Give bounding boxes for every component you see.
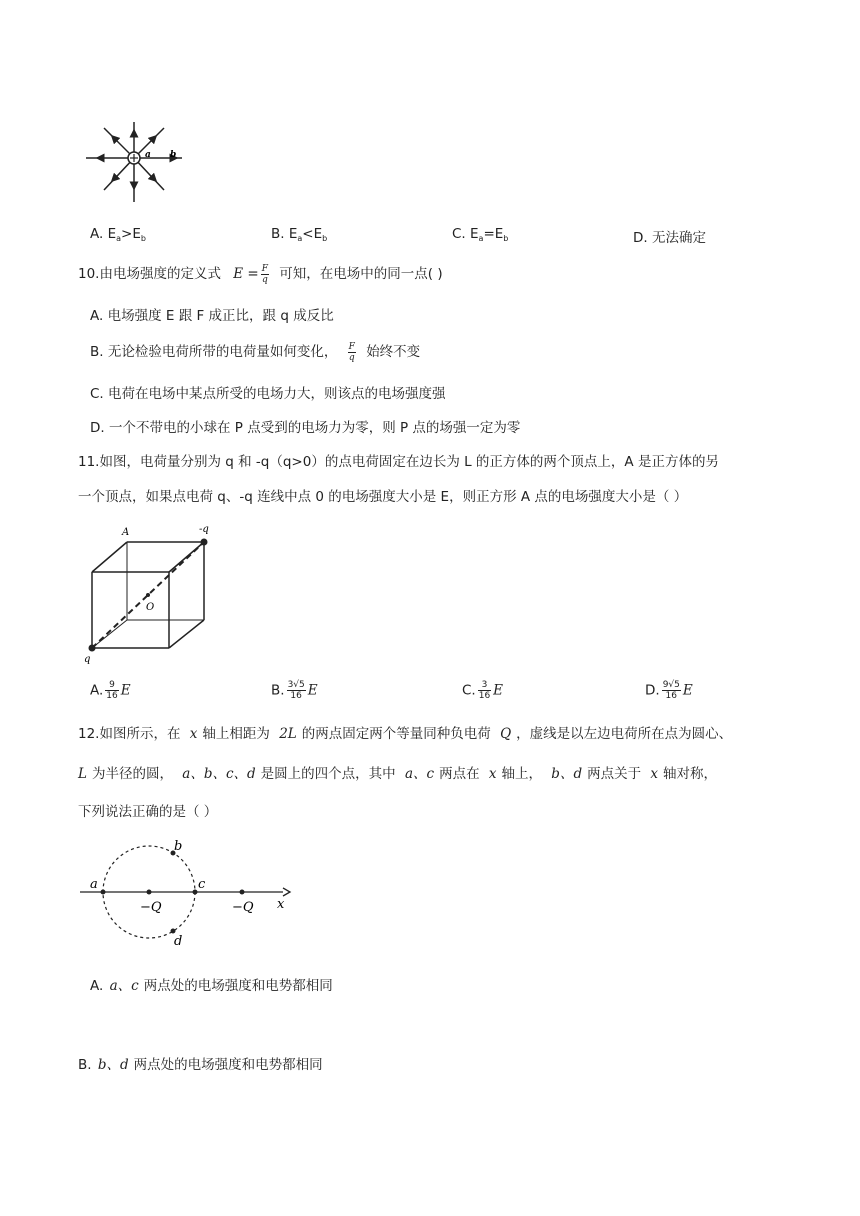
q11-cube-figure (82, 520, 222, 665)
q10-stem: 10.由电场强度的定义式 E = $\frac{F}{q}$ 可知，在电场中的同一点( ) (78, 263, 443, 285)
q10-option-c: C. 电荷在电场中某点所受的电场力大，则该点的电场强度强 (90, 386, 446, 402)
vertex-A-label: A (122, 527, 130, 538)
q11-option-a: A. $\frac{9}{16}$ E (90, 680, 131, 701)
point-a-label: a (90, 877, 98, 892)
q12-option-b: B. b、d 两点处的电场强度和电势都相同 (78, 1057, 323, 1073)
q10-option-b: B. 无论检验电荷所带的电荷量如何变化， $\frac{F}{q}$ 始终不变 (90, 341, 421, 363)
neg-q-label: -q (199, 524, 209, 535)
q9-option-a: A. $E_a>E_b$ (90, 226, 146, 243)
point-a-label: a (145, 150, 151, 160)
q11-stem-line1: 11.如图，电荷量分别为 q 和 -q（q>0）的点电荷固定在边长为 L 的正方体的两个顶点上，A 是正方体的另 (78, 454, 719, 470)
q12-option-a: A. a、c 两点处的电场强度和电势都相同 (90, 978, 333, 994)
point-d-label: d (174, 934, 183, 949)
q-label: q (84, 654, 91, 665)
point-b-label: b (174, 839, 183, 854)
q9-field-figure (82, 120, 192, 204)
q11-stem-line2: 一个顶点，如果点电荷 q、-q 连线中点 0 的电场强度大小是 E，则正方形 A 点的电场强度大小是（ ） (78, 489, 688, 505)
q12-stem-line3: 下列说法正确的是（ ） (78, 804, 218, 820)
q12-stem-line2: L 为半径的圆， a、b、c、d 是圆上的四个点，其中 a、c 两点在 x 轴上， b、d 两点关于 x 轴对称， (78, 766, 718, 782)
q9-option-b: B. $E_a<E_b$ (271, 226, 328, 243)
point-b-label: b (170, 150, 177, 160)
q11-option-d: D. $\frac{9√5}{16}$ E (645, 680, 693, 701)
midpoint-O-label: O (146, 602, 155, 613)
q12-stem-line1: 12.如图所示，在 x 轴上相距为 2L 的两点固定两个等量同种负电荷 Q ，虚线是以左边电荷所在点为圆心、 (78, 726, 733, 742)
point-c-label: c (198, 877, 206, 892)
charge-q1-label: −Q (140, 900, 162, 915)
charge-q2-label: −Q (232, 900, 254, 915)
q11-option-c: C. $\frac{3}{16}$ E (462, 680, 504, 701)
q12-circle-figure (78, 835, 298, 955)
q9-option-d: D. 无法确定 (633, 230, 706, 246)
q10-option-a: A. 电场强度 E 跟 F 成正比，跟 q 成反比 (90, 308, 334, 324)
q9-option-c: C. $E_a=E_b$ (452, 226, 509, 243)
x-axis-label: x (277, 897, 285, 912)
q11-option-b: B. $\frac{3√5}{16}$ E (271, 680, 318, 701)
q10-option-d: D. 一个不带电的小球在 P 点受到的电场力为零，则 P 点的场强一定为零 (90, 420, 521, 436)
